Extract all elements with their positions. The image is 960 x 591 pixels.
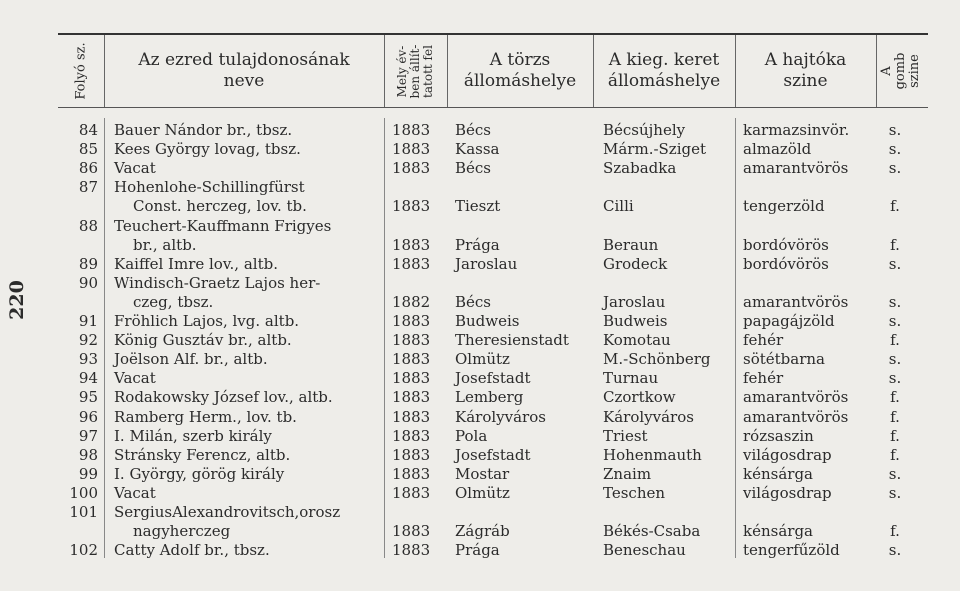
founded-year: 1883 [392, 369, 431, 388]
hq-station: Josefstadt [455, 369, 531, 388]
row-number: 90 [78, 273, 98, 292]
owner-name: Kees György lovag, tbsz. [114, 140, 301, 159]
button-color: f. [890, 388, 900, 407]
header-owner-line1: Az ezred tulajdonosának [138, 50, 350, 70]
header-hq-line2: állomáshelye [463, 71, 577, 91]
hq-station: Prága [455, 541, 500, 560]
facing-color: kénsárga [743, 464, 813, 483]
hq-station: Kassa [455, 140, 500, 159]
supply-station: Szabadka [603, 159, 677, 178]
row-number: 84 [78, 121, 98, 139]
button-color: s. [888, 292, 902, 311]
hq-station: Károlyváros [455, 407, 546, 426]
facing-color: amarantvörös [743, 292, 849, 311]
owner-name: Kaiffel Imre lov., altb. [114, 254, 278, 273]
owner-name: Rodakowsky József lov., altb. [114, 388, 333, 407]
hq-station: Pola [455, 426, 488, 445]
row-number: 88 [78, 216, 98, 235]
supply-station: Komotau [603, 331, 671, 350]
hq-station: Olmütz [455, 350, 510, 369]
page-number: 220 [6, 280, 28, 320]
supply-station: Triest [603, 426, 648, 445]
founded-year: 1882 [392, 292, 431, 311]
header-folyo [60, 36, 104, 106]
supply-station: Budweis [603, 312, 668, 330]
button-color: f. [890, 522, 900, 541]
hq-station: Prága [455, 235, 500, 254]
owner-name: Hohenlohe-Schillingfürst [114, 178, 305, 197]
header-hq [447, 36, 593, 106]
hq-station: Budweis [455, 312, 520, 330]
supply-station: Bécsújhely [603, 121, 686, 139]
facing-color: amarantvörös [743, 388, 849, 407]
supply-station: Znaim [603, 464, 652, 483]
row-number: 102 [69, 541, 98, 560]
facing-color: amarantvörös [743, 159, 849, 178]
row-number: 100 [69, 483, 98, 502]
row-number: 91 [78, 312, 98, 330]
owner-name: Ramberg Herm., lov. tb. [114, 407, 297, 426]
header-supply-line1: A kieg. keret [608, 50, 720, 70]
facing-color: papagájzöld [743, 312, 835, 330]
header-owner-line2: neve [223, 71, 265, 91]
supply-station: Károlyváros [603, 407, 694, 426]
header-facing-line1: A hajtóka [764, 50, 847, 70]
owner-name: Const. herczeg, lov. tb. [133, 197, 307, 216]
owner-name: Vacat [114, 483, 156, 502]
supply-station: Teschen [603, 483, 666, 502]
row-number: 92 [78, 331, 98, 350]
supply-station: Grodeck [603, 254, 668, 273]
column-divider [384, 118, 385, 558]
supply-station: Beneschau [603, 541, 686, 560]
button-color: f. [890, 235, 900, 254]
row-number: 85 [78, 140, 98, 159]
supply-station: Jaroslau [603, 292, 666, 311]
supply-station: Turnau [603, 369, 659, 388]
row-number: 87 [78, 178, 98, 197]
table-top-rule [58, 33, 928, 35]
facing-color: bordóvörös [743, 254, 829, 273]
row-number: 98 [78, 445, 98, 464]
facing-color: tengerzöld [743, 197, 825, 216]
supply-station: M.-Schönberg [603, 350, 711, 369]
row-number: 101 [69, 503, 98, 521]
row-number: 97 [78, 426, 98, 445]
owner-name: Bauer Nándor br., tbsz. [114, 121, 293, 139]
founded-year: 1883 [392, 254, 431, 273]
header-year-text: Mely év-ben állít-tatott fel [395, 44, 435, 98]
owner-name: nagyherczeg [133, 522, 231, 541]
button-color: f. [890, 445, 900, 464]
hq-station: Jaroslau [455, 254, 518, 273]
column-divider [735, 118, 736, 558]
header-year [384, 36, 447, 106]
founded-year: 1883 [392, 445, 431, 464]
owner-name: König Gusztáv br., altb. [114, 331, 292, 350]
button-color: s. [888, 140, 902, 159]
facing-color: fehér [743, 369, 784, 388]
hq-station: Josefstadt [455, 445, 531, 464]
hq-station: Tieszt [455, 197, 501, 216]
owner-name: SergiusAlexandrovitsch,orosz [114, 503, 341, 521]
supply-station: Hohenmauth [603, 445, 702, 464]
facing-color: almazöld [743, 140, 812, 159]
founded-year: 1883 [392, 522, 431, 541]
header-folyo-text: Folyó sz. [74, 42, 89, 100]
row-number: 99 [78, 464, 98, 483]
row-number: 94 [78, 369, 98, 388]
founded-year: 1883 [392, 350, 431, 369]
button-color: s. [888, 254, 902, 273]
supply-station: Czortkow [603, 388, 676, 407]
founded-year: 1883 [392, 197, 431, 216]
facing-color: fehér [743, 331, 784, 350]
header-supply [593, 36, 735, 106]
founded-year: 1883 [392, 121, 431, 139]
founded-year: 1883 [392, 541, 431, 560]
owner-name: I. Milán, szerb király [114, 426, 272, 445]
button-color: s. [888, 121, 902, 139]
button-color: s. [888, 312, 902, 330]
facing-color: karmazsinvör. [743, 121, 850, 139]
facing-color: sötétbarna [743, 350, 825, 369]
founded-year: 1883 [392, 388, 431, 407]
owner-name: Vacat [114, 159, 156, 178]
facing-color: tengerfűzöld [743, 541, 840, 560]
supply-station: Márm.-Sziget [603, 140, 707, 159]
header-button-text: A gomb szine [879, 52, 922, 90]
owner-name: Catty Adolf br., tbsz. [114, 541, 270, 560]
owner-name: Fröhlich Lajos, lvg. altb. [114, 312, 300, 330]
hq-station: Bécs [455, 292, 491, 311]
row-number: 96 [78, 407, 98, 426]
button-color: s. [888, 350, 902, 369]
hq-station: Olmütz [455, 483, 510, 502]
header-supply-line2: állomáshelye [607, 71, 721, 91]
button-color: s. [888, 483, 902, 502]
row-number: 86 [78, 159, 98, 178]
header-bottom-rule [58, 107, 928, 108]
founded-year: 1883 [392, 464, 431, 483]
button-color: s. [888, 159, 902, 178]
founded-year: 1883 [392, 426, 431, 445]
facing-color: rózsaszin [743, 426, 814, 445]
founded-year: 1883 [392, 331, 431, 350]
founded-year: 1883 [392, 235, 431, 254]
button-color: s. [888, 541, 902, 560]
button-color: f. [890, 407, 900, 426]
hq-station: Lemberg [455, 388, 524, 407]
founded-year: 1883 [392, 140, 431, 159]
owner-name: Vacat [114, 369, 156, 388]
row-number: 95 [78, 388, 98, 407]
button-color: f. [890, 197, 900, 216]
button-color: f. [890, 331, 900, 350]
founded-year: 1883 [392, 483, 431, 502]
hq-station: Theresienstadt [455, 331, 569, 350]
hq-station: Bécs [455, 121, 491, 139]
header-button [876, 36, 926, 106]
owner-name: Stránsky Ferencz, altb. [114, 445, 291, 464]
owner-name: br., altb. [133, 235, 197, 254]
owner-name: Teuchert-Kauffmann Frigyes [114, 216, 332, 235]
header-owner [104, 36, 384, 106]
row-number: 93 [78, 350, 98, 369]
founded-year: 1883 [392, 407, 431, 426]
button-color: f. [890, 426, 900, 445]
facing-color: világosdrap [743, 483, 832, 502]
facing-color: világosdrap [743, 445, 832, 464]
row-number: 89 [78, 254, 98, 273]
header-facing [735, 36, 876, 106]
facing-color: bordóvörös [743, 235, 829, 254]
owner-name: Windisch-Graetz Lajos her- [114, 273, 321, 292]
hq-station: Zágráb [455, 522, 510, 541]
hq-station: Bécs [455, 159, 491, 178]
button-color: s. [888, 464, 902, 483]
button-color: s. [888, 369, 902, 388]
owner-name: czeg, tbsz. [133, 292, 214, 311]
facing-color: kénsárga [743, 522, 813, 541]
hq-station: Mostar [455, 464, 510, 483]
founded-year: 1883 [392, 159, 431, 178]
facing-color: amarantvörös [743, 407, 849, 426]
column-divider [104, 118, 105, 558]
supply-station: Békés-Csaba [603, 522, 701, 541]
owner-name: Joëlson Alf. br., altb. [114, 350, 268, 369]
owner-name: I. György, görög király [114, 464, 285, 483]
supply-station: Beraun [603, 235, 659, 254]
founded-year: 1883 [392, 312, 431, 330]
header-hq-line1: A törzs [489, 50, 551, 70]
header-facing-line2: szine [783, 71, 828, 91]
supply-station: Cilli [603, 197, 634, 216]
